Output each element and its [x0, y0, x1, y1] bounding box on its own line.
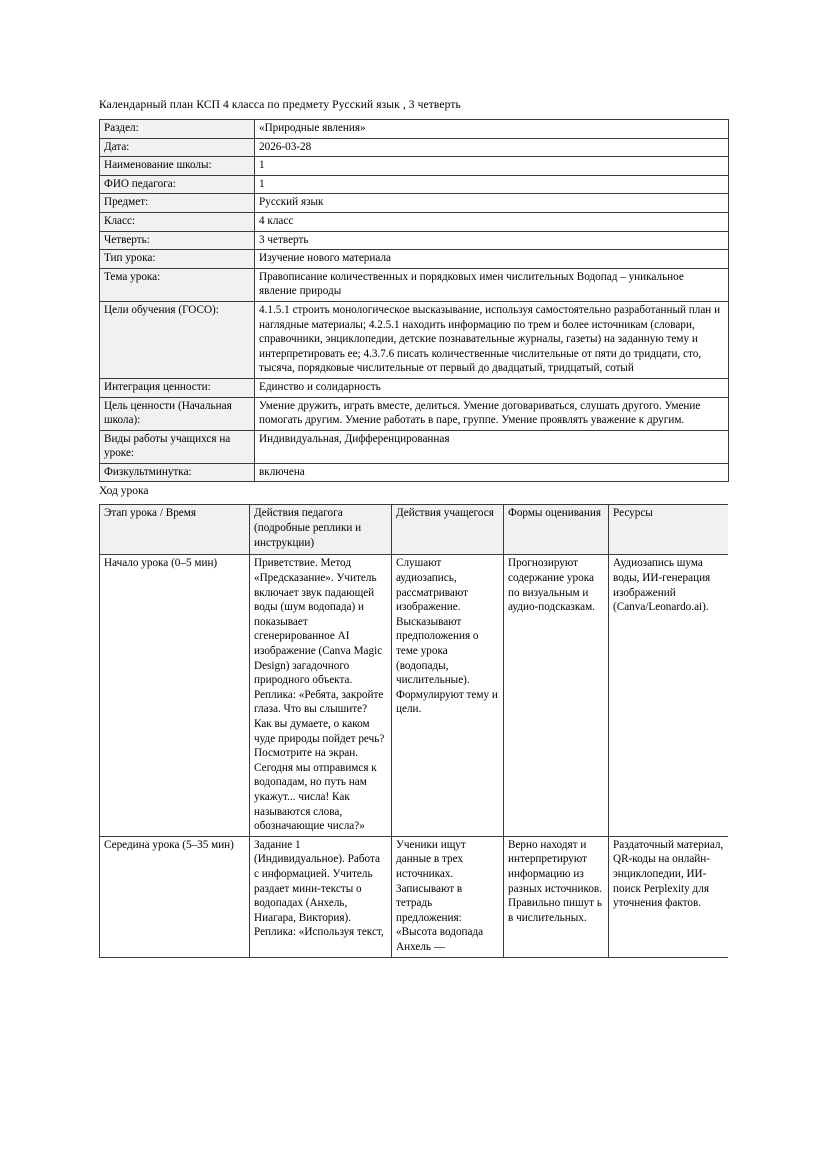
info-label-value-integration: Интеграция ценности:: [100, 378, 255, 397]
info-label-data: Дата:: [100, 138, 255, 157]
info-value-data: 2026-03-28: [255, 138, 729, 157]
table-row: [100, 194, 729, 213]
lesson-flow-table-clip: [99, 504, 728, 1069]
info-label-value-goal: Цель ценности (Начальная школа):: [100, 397, 255, 430]
info-value-razdel: «Природные явления»: [255, 120, 729, 139]
table-row: [100, 175, 729, 194]
cell-student-start: Слушают аудиозапись, рассматривают изображение. Высказывают предположения о теме урока (водопады, числительные). Формулируют тему и цели.: [392, 555, 504, 836]
cell-stage-start: Начало урока (0–5 мин): [100, 555, 250, 836]
lesson-flow-table-head: [100, 505, 729, 555]
table-row: [100, 250, 729, 269]
lesson-flow-table-body: [100, 555, 729, 957]
info-value-subject: Русский язык: [255, 194, 729, 213]
cell-teacher-middle: Задание 1 (Индивидуальное). Работа с информацией. Учитель раздает мини-тексты о водопадах (Анхель, Ниагара, Виктория). Реплика: «Используя текст,: [250, 836, 392, 957]
table-row: [100, 555, 729, 836]
cell-resources-middle: Раздаточный материал, QR-коды на онлайн-энциклопедии, ИИ-поиск Perplexity для уточнения фактов.: [609, 836, 729, 957]
table-row: [100, 268, 729, 301]
info-label-topic: Тема урока:: [100, 268, 255, 301]
info-label-subject: Предмет:: [100, 194, 255, 213]
cell-assessment-start: Прогнозируют содержание урока по визуальным и аудио-подсказкам.: [504, 555, 609, 836]
info-value-teacher: 1: [255, 175, 729, 194]
info-value-work-types: Индивидуальная, Дифференцированная: [255, 430, 729, 463]
info-label-quarter: Четверть:: [100, 231, 255, 250]
table-row: [100, 231, 729, 250]
info-value-value-integration: Единство и солидарность: [255, 378, 729, 397]
info-value-objectives: 4.1.5.1 строить монологическое высказывание, используя самостоятельно разработанный план и наглядные материалы; 4.2.5.1 находить информацию по трем и более источникам (словари, справочники, энциклопедии, детские познавательные журналы, газеты) на заданную тему и интерпретировать ее; 4.3.7.6 писать количественные числительные от пяти до тридцати, сто, тысяча, порядковые числительные от первый до двадцатый, тридцатый, сотый: [255, 301, 729, 378]
cell-stage-middle: Середина урока (5–35 мин): [100, 836, 250, 957]
table-row: [100, 212, 729, 231]
info-label-lesson-type: Тип урока:: [100, 250, 255, 269]
info-value-value-goal: Умение дружить, играть вместе, делиться. Умение договариваться, слушать другого. Умение помогать другим. Умение работать в паре, группе. Умение проявлять уважение к другим.: [255, 397, 729, 430]
table-row: [100, 397, 729, 430]
table-row: [100, 378, 729, 397]
table-row: [100, 157, 729, 176]
cell-teacher-start: Приветствие. Метод «Предсказание». Учитель включает звук падающей воды (шум водопада) и показывает сгенерированное AI изображение (Canva Magic Design) загадочного природного объекта. Реплика: «Ребята, закройте глаза. Что вы слышите? Как вы думаете, о каком чуде природы пойдет речь? Посмотрите на экран. Сегодня мы отправимся к водопадам, но путь нам укажут... числа! Как называются слова, обозначающие числа?»: [250, 555, 392, 836]
info-label-razdel: Раздел:: [100, 120, 255, 139]
lesson-flow-table: [99, 504, 728, 957]
table-row: [100, 138, 729, 157]
cell-student-middle: Ученики ищут данные в трех источниках. Записывают в тетрадь предложения: «Высота водопада Анхель —: [392, 836, 504, 957]
cell-resources-start: Аудиозапись шума воды, ИИ-генерация изображений (Canva/Leonardo.ai).: [609, 555, 729, 836]
column-header-assessment: Формы оценивания: [504, 505, 609, 555]
cell-assessment-middle: Верно находят и интерпретируют информацию из разных источников. Правильно пишут ь в числительных.: [504, 836, 609, 957]
table-row: [100, 301, 729, 378]
column-header-teacher-actions: Действия педагога (подробные реплики и инструкции): [250, 505, 392, 555]
table-header-row: [100, 505, 729, 555]
table-row: [100, 463, 729, 482]
info-value-school: 1: [255, 157, 729, 176]
info-value-quarter: 3 четверть: [255, 231, 729, 250]
table-row: [100, 430, 729, 463]
column-header-resources: Ресурсы: [609, 505, 729, 555]
info-label-school: Наименование школы:: [100, 157, 255, 176]
info-label-class: Класс:: [100, 212, 255, 231]
info-label-work-types: Виды работы учащихся на уроке:: [100, 430, 255, 463]
table-row: [100, 120, 729, 139]
section-caption-lesson-flow: Ход урока: [99, 485, 149, 498]
info-value-physical-break: включена: [255, 463, 729, 482]
info-value-topic: Правописание количественных и порядковых имен числительных Водопад – уникальное явление природы: [255, 268, 729, 301]
info-label-physical-break: Физкультминутка:: [100, 463, 255, 482]
page-title: Календарный план КСП 4 класса по предмету Русский язык , 3 четверть: [99, 99, 461, 111]
column-header-student-actions: Действия учащегося: [392, 505, 504, 555]
column-header-stage: Этап урока / Время: [100, 505, 250, 555]
info-value-class: 4 класс: [255, 212, 729, 231]
table-row: [100, 836, 729, 957]
info-value-lesson-type: Изучение нового материала: [255, 250, 729, 269]
lesson-info-table-body: [100, 120, 729, 482]
info-label-objectives: Цели обучения (ГОСО):: [100, 301, 255, 378]
info-label-teacher: ФИО педагога:: [100, 175, 255, 194]
lesson-info-table: [99, 119, 729, 482]
